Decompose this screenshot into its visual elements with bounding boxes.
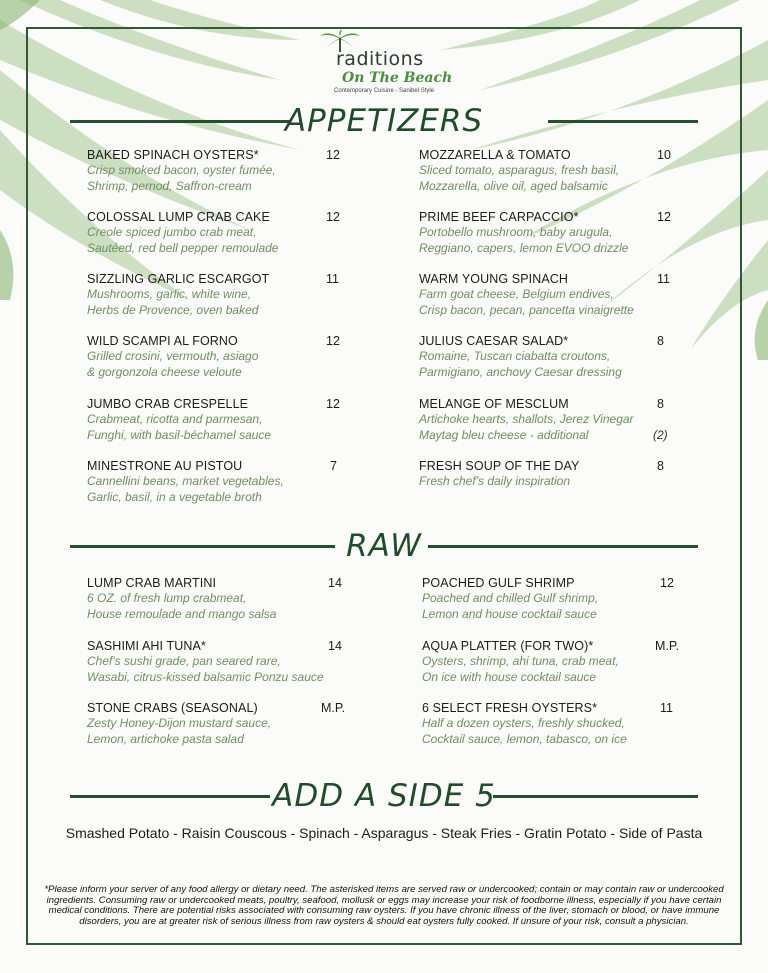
appetizers-heading: [70, 103, 698, 139]
item-description: Half a dozen oysters, freshly shucked,: [422, 716, 625, 730]
sides-list: Smashed Potato - Raisin Couscous - Spinach - Asparagus - Steak Fries - Gratin Potato - Side of Pasta: [65, 825, 703, 841]
menu-item: [87, 333, 347, 380]
section-title: APPETIZERS: [284, 103, 484, 139]
item-description: Garlic, basil, in a vegetable broth: [87, 489, 262, 504]
item-description: Crabmeat, ricotta and parmesan,: [87, 412, 263, 426]
item-description: Sautéed, red bell pepper remoulade: [87, 240, 279, 255]
item-price: 11: [657, 272, 670, 286]
item-description: Romaine, Tuscan ciabatta croutons,: [419, 349, 611, 363]
menu-item: [87, 575, 347, 622]
item-price: 8: [657, 397, 664, 411]
item-price: 7: [330, 459, 337, 473]
item-price: 12: [660, 576, 674, 590]
item-description: Funghi, with basil-béchamel sauce: [87, 427, 272, 442]
item-price: 8: [657, 334, 664, 348]
item-name: AQUA PLATTER (FOR TWO)*: [422, 639, 594, 653]
item-name: JUMBO CRAB CRESPELLE: [87, 397, 249, 411]
item-description: Crisp smoked bacon, oyster fumée,: [87, 163, 276, 177]
item-description: Fresh chef's daily inspiration: [419, 474, 571, 488]
menu-item: [419, 333, 679, 380]
item-description: Chef's sushi grade, pan seared rare,: [87, 654, 281, 668]
item-description: Reggiano, capers, lemon EVOO drizzle: [419, 240, 629, 255]
section-title: RAW: [346, 528, 422, 564]
item-name: WARM YOUNG SPINACH: [419, 272, 569, 286]
item-description: Lemon and house cocktail sauce: [422, 606, 597, 621]
item-name: MELANGE OF MESCLUM: [419, 397, 569, 411]
item-price: 14: [328, 576, 342, 590]
raw-heading: [70, 528, 698, 564]
item-name: SIZZLING GARLIC ESCARGOT: [87, 272, 270, 286]
menu-item: [87, 209, 347, 256]
menu-item: [422, 638, 682, 685]
item-description: Crisp bacon, pecan, pancetta vinaigrette: [419, 302, 634, 317]
item-description: Creole spiced jumbo crab meat,: [87, 225, 257, 239]
item-price: 12: [326, 397, 340, 411]
menu-item: [419, 271, 679, 318]
item-description: Lemon, artichoke pasta salad: [87, 731, 244, 746]
item-description: On ice with house cocktail sauce: [422, 669, 597, 684]
item-description: Grilled crosini, vermouth, asiago: [87, 349, 259, 363]
item-name: JULIUS CAESAR SALAD*: [419, 334, 569, 348]
item-name: WILD SCAMPI AL FORNO: [87, 334, 238, 348]
item-description: Zesty Honey-Dijon mustard sauce,: [87, 716, 272, 730]
item-price: 14: [328, 639, 342, 653]
item-price: 10: [657, 148, 671, 162]
logo-name: raditions: [336, 48, 424, 70]
restaurant-logo: [318, 30, 458, 100]
item-description: Poached and chilled Gulf shrimp,: [422, 591, 599, 605]
item-description: 6 OZ. of fresh lump crabmeat,: [87, 591, 247, 605]
item-price: 8: [657, 459, 664, 473]
menu-item: [422, 575, 682, 622]
item-name: POACHED GULF SHRIMP: [422, 576, 575, 590]
item-name: MINESTRONE AU PISTOU: [87, 459, 243, 473]
item-description: & gorgonzola cheese veloute: [87, 364, 242, 379]
menu-item: [419, 396, 679, 443]
item-price: M.P.: [655, 639, 680, 653]
menu-item: [87, 396, 347, 443]
item-description: Portobello mushroom, baby arugula,: [419, 225, 613, 239]
allergy-disclaimer: *Please inform your server of any food allergy or dietary need. The asterisked items are served raw or undercooked; contain or may contain raw or undercooked ingredients. Consuming raw or undercooked meats, poultry, seafood, mollusk or eggs may increase your risk of foodborne illness, especially if you have certain medical conditions. There are potential risks associated with consuming raw oysters. If you have chronic illness of the liver, stomach or blood, or have immune disorders, you are at greater risk of serious illness from raw oysters & should eat oysters fully cooked. If unsure of your risk, consult a physician.: [44, 884, 724, 927]
item-description: Mushrooms, garlic, white wine,: [87, 287, 252, 301]
sides-heading: [70, 778, 698, 814]
item-name: STONE CRABS (SEASONAL): [87, 701, 258, 715]
item-description: House remoulade and mango salsa: [87, 606, 277, 621]
menu-item: [419, 209, 679, 256]
item-description: Herbs de Provence, oven baked: [87, 302, 259, 317]
section-title: ADD A SIDE 5: [272, 778, 496, 814]
item-description: Wasabi, citrus-kissed balsamic Ponzu sauce: [87, 669, 324, 684]
item-name: MOZZARELLA & TOMATO: [419, 148, 571, 162]
item-description: Parmigiano, anchovy Caesar dressing: [419, 364, 622, 379]
item-price: 12: [326, 148, 340, 162]
item-description: Cocktail sauce, lemon, tabasco, on ice: [422, 731, 627, 746]
item-name: 6 SELECT FRESH OYSTERS*: [422, 701, 598, 715]
item-price: 11: [660, 701, 673, 715]
menu-item: [87, 147, 347, 194]
item-name: LUMP CRAB MARTINI: [87, 576, 217, 590]
menu-item: [87, 638, 347, 685]
menu-item: [87, 458, 347, 505]
menu-item: [419, 458, 679, 490]
item-price: 12: [326, 210, 340, 224]
item-price: 12: [657, 210, 671, 224]
logo-subtitle: On The Beach: [342, 70, 453, 86]
item-name: COLOSSAL LUMP CRAB CAKE: [87, 210, 270, 224]
logo-tagline: Contemporary Cuisine - Sanibel Style: [334, 88, 435, 94]
menu-item: [422, 700, 682, 747]
item-description: Maytag bleu cheese - additional: [419, 427, 589, 442]
item-price: 11: [326, 272, 339, 286]
item-description: Artichoke hearts, shallots, Jerez Vinegar: [419, 412, 634, 426]
item-description: Mozzarella, olive oil, aged balsamic: [419, 178, 608, 193]
menu-item: [419, 147, 679, 194]
item-extra-price: (2): [653, 428, 668, 442]
item-description: Farm goat cheese, Belgium endives,: [419, 287, 614, 301]
item-name: BAKED SPINACH OYSTERS*: [87, 148, 259, 162]
item-price: 12: [326, 334, 340, 348]
item-description: Shrimp, pernod, Saffron-cream: [87, 178, 252, 193]
item-description: Sliced tomato, asparagus, fresh basil,: [419, 163, 620, 177]
item-description: Cannellini beans, market vegetables,: [87, 474, 284, 488]
item-name: PRIME BEEF CARPACCIO*: [419, 210, 579, 224]
item-price: M.P.: [321, 701, 346, 715]
menu-item: [87, 271, 347, 318]
item-name: SASHIMI AHI TUNA*: [87, 639, 206, 653]
menu-item: [87, 700, 347, 747]
item-description: Oysters, shrimp, ahi tuna, crab meat,: [422, 654, 619, 668]
item-name: FRESH SOUP OF THE DAY: [419, 459, 580, 473]
